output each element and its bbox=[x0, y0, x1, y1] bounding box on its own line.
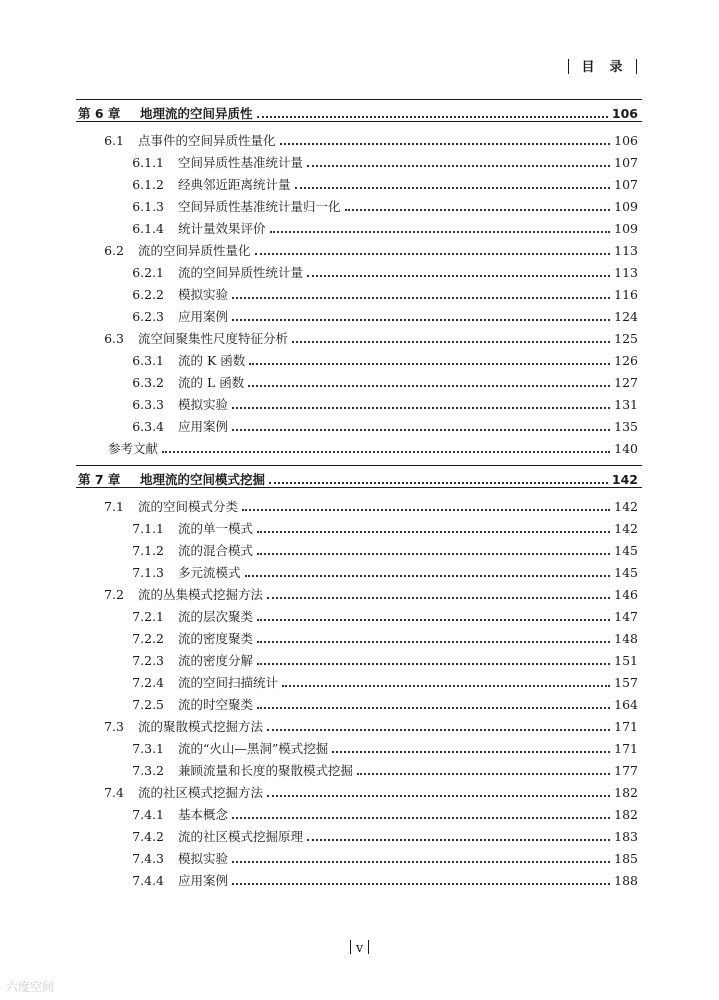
toc-entry-page: 107 bbox=[614, 154, 638, 170]
watermark-text: 六度空间 bbox=[6, 980, 55, 994]
toc-subsection[interactable] bbox=[78, 349, 638, 371]
toc-entry-number: 6.2.3 bbox=[132, 308, 164, 324]
toc-entry-page: 113 bbox=[614, 242, 638, 258]
dot-leader bbox=[267, 728, 610, 731]
toc-entry-number: 6.1.2 bbox=[132, 176, 164, 192]
toc-entry-number: 7.3.2 bbox=[132, 762, 164, 778]
dot-leader bbox=[245, 574, 610, 577]
toc-section[interactable] bbox=[78, 327, 638, 349]
toc-entry-number: 7.2.1 bbox=[132, 608, 164, 624]
toc-subsection[interactable] bbox=[78, 173, 638, 195]
toc-entry-title: 经典邻近距离统计量 bbox=[178, 177, 291, 192]
dot-leader bbox=[269, 481, 608, 484]
toc-entry-title: 地理流的空间异质性 bbox=[140, 106, 253, 121]
toc-entry-title: 应用案例 bbox=[178, 309, 229, 324]
chapter-divider bbox=[76, 121, 642, 122]
dot-leader bbox=[257, 618, 610, 621]
toc-entry-number: 6.2.1 bbox=[132, 264, 164, 280]
toc-subsection[interactable] bbox=[78, 803, 638, 825]
toc-entry-number: 7.1.3 bbox=[132, 564, 164, 580]
toc-entry-title: 流的 L 函数 bbox=[178, 375, 245, 390]
toc-subsection[interactable] bbox=[78, 847, 638, 869]
toc-subsection[interactable] bbox=[78, 825, 638, 847]
dot-leader bbox=[257, 640, 610, 643]
toc-entry-page: 109 bbox=[614, 198, 638, 214]
toc-entry-page: 164 bbox=[614, 696, 638, 712]
header-left-bar bbox=[568, 59, 570, 74]
toc-entry-page: 113 bbox=[614, 264, 638, 280]
toc-subsection[interactable] bbox=[78, 869, 638, 891]
toc-entry-page: 151 bbox=[614, 652, 638, 668]
toc-subsection[interactable] bbox=[78, 671, 638, 693]
toc-entry-page: 171 bbox=[614, 718, 638, 734]
toc-entry-number: 第 6 章 bbox=[78, 106, 121, 121]
toc-subsection[interactable] bbox=[78, 649, 638, 671]
toc-entry-page: 142 bbox=[614, 498, 638, 514]
toc-entry-number: 6.1.4 bbox=[132, 220, 164, 236]
dot-leader bbox=[257, 552, 610, 555]
toc-entry-title: 流的“火山—黑洞”模式挖掘 bbox=[178, 741, 329, 756]
toc-subsection[interactable] bbox=[78, 605, 638, 627]
toc-entry-number: 6.3.1 bbox=[132, 352, 164, 368]
dot-leader bbox=[232, 406, 610, 409]
toc-entry-page: 135 bbox=[614, 418, 638, 434]
dot-leader bbox=[282, 684, 610, 687]
toc-entry-title: 模拟实验 bbox=[178, 397, 229, 412]
dot-leader bbox=[270, 230, 610, 233]
toc-entry-page: 171 bbox=[614, 740, 638, 756]
toc-entry-page: 131 bbox=[614, 396, 638, 412]
toc-section[interactable] bbox=[78, 239, 638, 261]
toc-entry-page: 145 bbox=[614, 564, 638, 580]
dot-leader bbox=[257, 706, 610, 709]
dot-leader bbox=[257, 530, 610, 533]
page-footer bbox=[0, 940, 719, 956]
dot-leader bbox=[267, 596, 610, 599]
running-header bbox=[568, 56, 637, 75]
toc-entry-title: 流的空间扫描统计 bbox=[178, 675, 279, 690]
page-number: v bbox=[355, 941, 364, 956]
dot-leader bbox=[249, 362, 610, 365]
toc-entry-title: 流的丛集模式挖掘方法 bbox=[138, 587, 264, 602]
toc-entry-title: 流的社区模式挖掘方法 bbox=[138, 785, 264, 800]
dot-leader bbox=[307, 164, 610, 167]
toc-references[interactable] bbox=[78, 437, 638, 459]
toc-entry-number: 6.3.4 bbox=[132, 418, 164, 434]
toc-subsection[interactable] bbox=[78, 371, 638, 393]
toc-section[interactable] bbox=[78, 129, 638, 151]
toc-subsection[interactable] bbox=[78, 759, 638, 781]
dot-leader bbox=[257, 662, 610, 665]
toc-entry-page: 157 bbox=[614, 674, 638, 690]
toc-subsection[interactable] bbox=[78, 393, 638, 415]
toc-entry-number: 6.1.1 bbox=[132, 154, 164, 170]
toc-entry-page: 147 bbox=[614, 608, 638, 624]
dot-leader bbox=[295, 186, 610, 189]
toc-subsection[interactable] bbox=[78, 561, 638, 583]
toc-entry-title: 流的空间异质性量化 bbox=[138, 243, 251, 258]
toc-entry-title: 流的时空聚类 bbox=[178, 697, 254, 712]
toc-entry-page: 109 bbox=[614, 220, 638, 236]
toc-subsection[interactable] bbox=[78, 627, 638, 649]
dot-leader bbox=[307, 838, 610, 841]
toc-entry-number: 7.2 bbox=[104, 586, 124, 602]
toc-entry-number: 6.2.2 bbox=[132, 286, 164, 302]
toc-entry-title: 模拟实验 bbox=[178, 851, 229, 866]
toc-section[interactable] bbox=[78, 715, 638, 737]
toc-entry-title: 流的空间异质性统计量 bbox=[178, 265, 304, 280]
toc-entry-page: 177 bbox=[614, 762, 638, 778]
toc-subsection[interactable] bbox=[78, 283, 638, 305]
dot-leader bbox=[232, 816, 610, 819]
toc-subsection[interactable] bbox=[78, 517, 638, 539]
toc-entry-title: 统计量效果评价 bbox=[178, 221, 266, 236]
toc-entry-title: 空间异质性基准统计量归一化 bbox=[178, 199, 341, 214]
toc-entry-number: 6.3.2 bbox=[132, 374, 164, 390]
toc-entry-title: 流的密度分解 bbox=[178, 653, 254, 668]
toc-entry-number: 7.1.1 bbox=[132, 520, 164, 536]
dot-leader bbox=[292, 340, 610, 343]
toc-entry-number: 7.4.3 bbox=[132, 850, 164, 866]
toc-entry-page: 145 bbox=[614, 542, 638, 558]
toc-entry-number: 7.3 bbox=[104, 718, 124, 734]
toc-entry-number: 7.2.5 bbox=[132, 696, 164, 712]
toc-entry-page: 106 bbox=[611, 105, 638, 121]
toc-entry-number: 6.1 bbox=[104, 132, 124, 148]
toc-entry-title: 参考文献 bbox=[108, 441, 159, 456]
toc-entry-number: 6.3.3 bbox=[132, 396, 164, 412]
toc-entry-title: 兼顾流量和长度的聚散模式挖掘 bbox=[178, 763, 354, 778]
toc-section[interactable] bbox=[78, 781, 638, 803]
dot-leader bbox=[280, 142, 610, 145]
footer-left-bar bbox=[350, 940, 351, 954]
toc-subsection[interactable] bbox=[78, 195, 638, 217]
toc-entry-number: 7.2.4 bbox=[132, 674, 164, 690]
toc-subsection[interactable] bbox=[78, 261, 638, 283]
dot-leader bbox=[232, 318, 610, 321]
toc-entry-page: 106 bbox=[614, 132, 638, 148]
toc-entry-page: 107 bbox=[614, 176, 638, 192]
toc-entry-page: 124 bbox=[614, 308, 638, 324]
header-right-bar bbox=[636, 59, 638, 74]
dot-leader bbox=[248, 384, 610, 387]
toc-subsection[interactable] bbox=[78, 217, 638, 239]
toc-subsection[interactable] bbox=[78, 693, 638, 715]
toc-entry-number: 6.3 bbox=[104, 330, 124, 346]
toc-entry-title: 流的空间模式分类 bbox=[138, 499, 239, 514]
footer-right-bar bbox=[368, 940, 369, 954]
toc-entry-title: 模拟实验 bbox=[178, 287, 229, 302]
toc-entry-title: 点事件的空间异质性量化 bbox=[138, 133, 276, 148]
toc-entry-title: 流的单一模式 bbox=[178, 521, 254, 536]
header-title: 目 录 bbox=[581, 60, 624, 75]
toc-entry-page: 142 bbox=[611, 471, 638, 487]
toc-entry-number: 7.4.4 bbox=[132, 872, 164, 888]
toc-entry-page: 126 bbox=[614, 352, 638, 368]
toc-section[interactable] bbox=[78, 495, 638, 517]
toc-entry-number: 7.4.1 bbox=[132, 806, 164, 822]
toc-entry-number: 6.1.3 bbox=[132, 198, 164, 214]
toc-entry-title: 流的密度聚类 bbox=[178, 631, 254, 646]
toc-entry-number: 7.3.1 bbox=[132, 740, 164, 756]
toc-subsection[interactable] bbox=[78, 539, 638, 561]
toc-entry-number: 7.1 bbox=[104, 498, 124, 514]
toc-entry-title: 流的混合模式 bbox=[178, 543, 254, 558]
toc-entry-number: 6.2 bbox=[104, 242, 124, 258]
dot-leader bbox=[232, 428, 610, 431]
toc-entry-number: 7.1.2 bbox=[132, 542, 164, 558]
dot-leader bbox=[232, 860, 610, 863]
toc-entry-page: 140 bbox=[614, 440, 638, 456]
chapter-divider bbox=[76, 465, 642, 466]
toc-entry-title: 应用案例 bbox=[178, 873, 229, 888]
dot-leader bbox=[232, 882, 610, 885]
toc-section[interactable] bbox=[78, 583, 638, 605]
dot-leader bbox=[242, 508, 610, 511]
toc-subsection[interactable] bbox=[78, 151, 638, 173]
toc-entry-title: 流的社区模式挖掘原理 bbox=[178, 829, 304, 844]
dot-leader bbox=[345, 208, 610, 211]
toc-entry-page: 116 bbox=[614, 286, 638, 302]
toc-subsection[interactable] bbox=[78, 305, 638, 327]
toc-entry-page: 127 bbox=[614, 374, 638, 390]
dot-leader bbox=[357, 772, 610, 775]
toc-entry-page: 142 bbox=[614, 520, 638, 536]
toc-entry-page: 182 bbox=[614, 784, 638, 800]
toc-entry-page: 183 bbox=[614, 828, 638, 844]
dot-leader bbox=[307, 274, 610, 277]
toc-entry-title: 空间异质性基准统计量 bbox=[178, 155, 304, 170]
toc-entry-title: 流的层次聚类 bbox=[178, 609, 254, 624]
toc-entry-page: 185 bbox=[614, 850, 638, 866]
toc-subsection[interactable] bbox=[78, 737, 638, 759]
toc-entry-title: 流空间聚集性尺度特征分析 bbox=[138, 331, 289, 346]
toc-entry-page: 188 bbox=[614, 872, 638, 888]
toc-entry-page: 182 bbox=[614, 806, 638, 822]
dot-leader bbox=[257, 115, 608, 118]
dot-leader bbox=[255, 252, 610, 255]
toc-entry-page: 125 bbox=[614, 330, 638, 346]
chapter-divider bbox=[76, 99, 642, 100]
toc-entry-page: 146 bbox=[614, 586, 638, 602]
toc-entry-title: 应用案例 bbox=[178, 419, 229, 434]
dot-leader bbox=[332, 750, 610, 753]
toc-entry-number: 第 7 章 bbox=[78, 472, 121, 487]
toc-entry-title: 流的 K 函数 bbox=[178, 353, 246, 368]
toc-entry-number: 7.2.3 bbox=[132, 652, 164, 668]
toc-entry-title: 流的聚散模式挖掘方法 bbox=[138, 719, 264, 734]
dot-leader bbox=[232, 296, 610, 299]
toc-entry-title: 基本概念 bbox=[178, 807, 229, 822]
dot-leader bbox=[267, 794, 610, 797]
toc-entry-page: 148 bbox=[614, 630, 638, 646]
toc-entry-number: 7.4.2 bbox=[132, 828, 164, 844]
chapter-divider bbox=[76, 487, 642, 488]
toc-subsection[interactable] bbox=[78, 415, 638, 437]
toc-entry-number: 7.4 bbox=[104, 784, 124, 800]
dot-leader bbox=[162, 450, 610, 453]
toc-entry-number: 7.2.2 bbox=[132, 630, 164, 646]
toc-entry-title: 地理流的空间模式挖掘 bbox=[140, 472, 266, 487]
toc-entry-title: 多元流模式 bbox=[178, 565, 241, 580]
